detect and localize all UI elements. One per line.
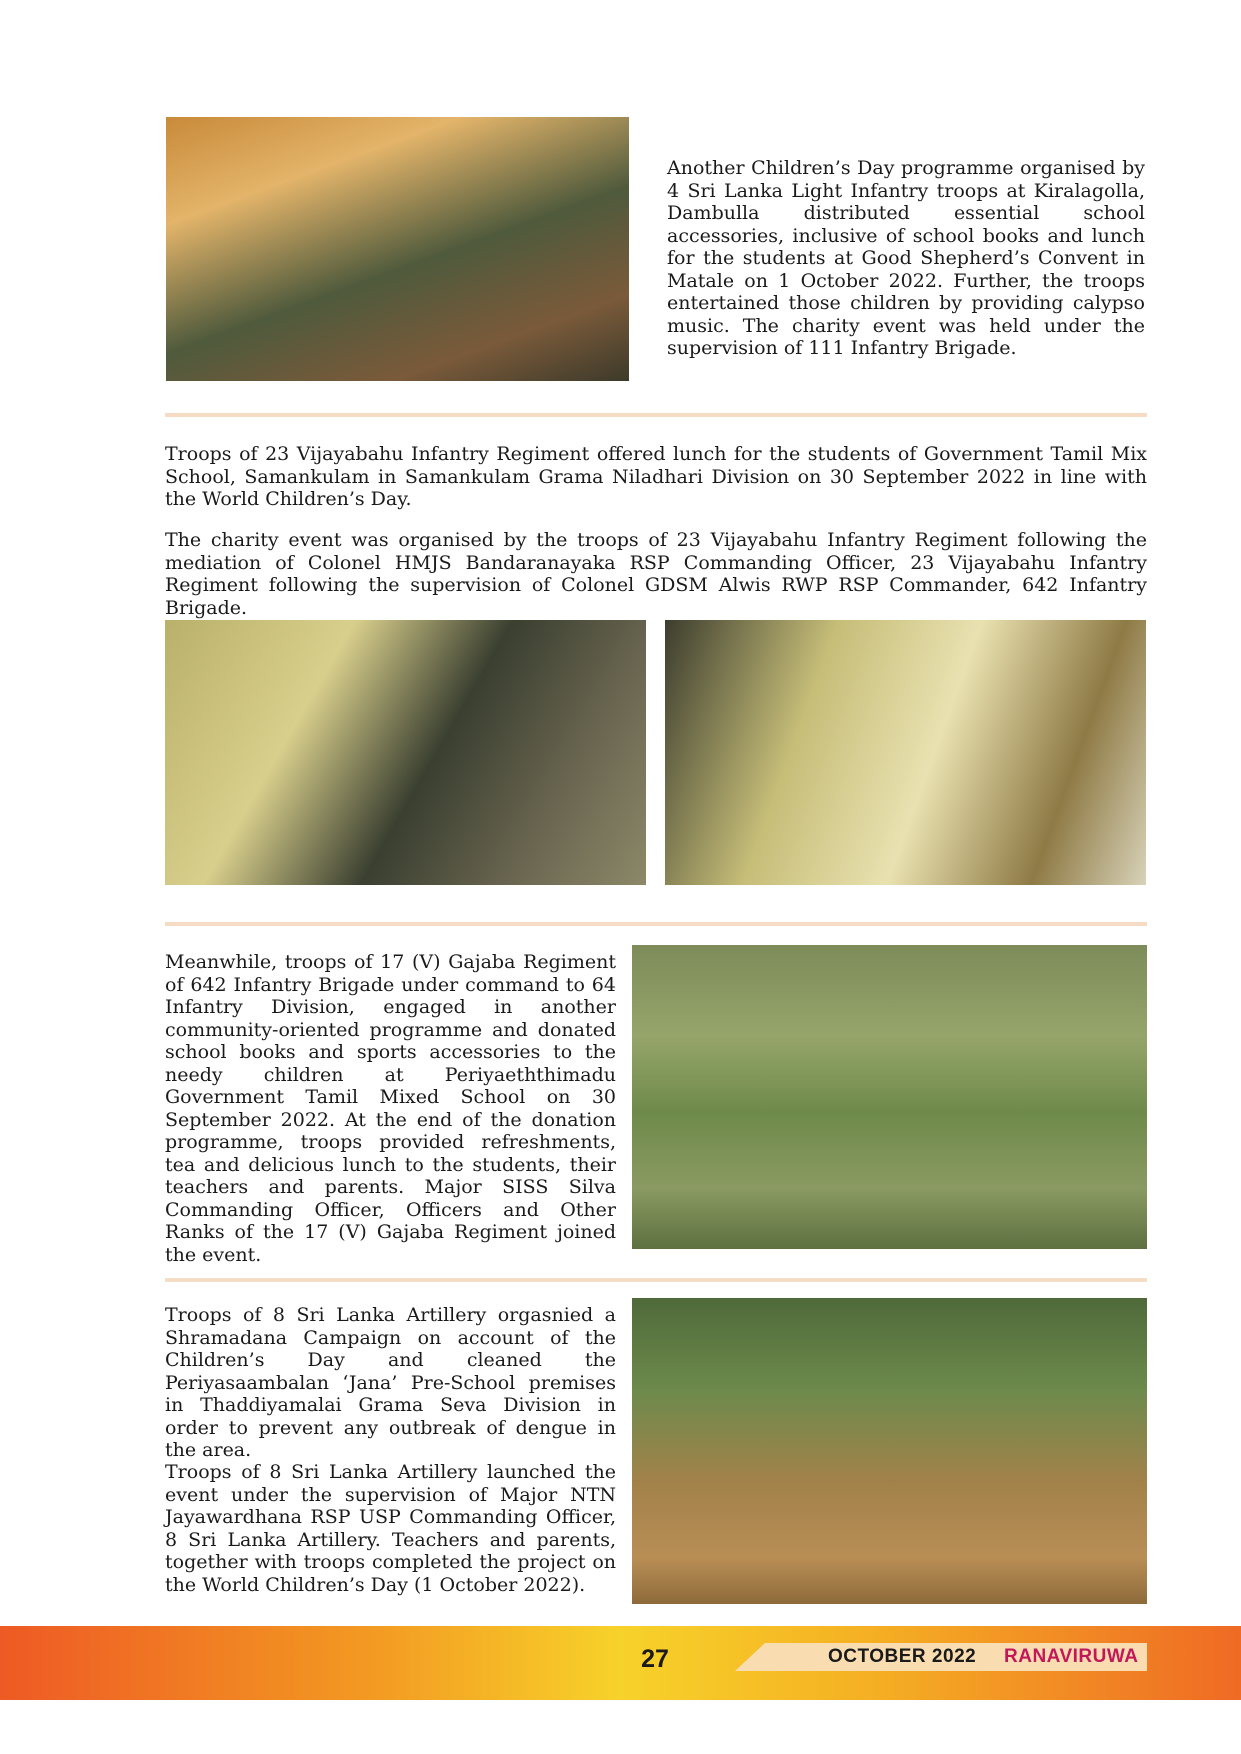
page-number: 27 [641, 1645, 669, 1673]
section-divider [165, 922, 1147, 926]
article-samankulam-para-1: Troops of 23 Vijayabahu Infantry Regiment offered lunch for the students of Government Tamil Mix School, Samankulam in Samankulam Grama Niladhari Division on 30 September 2022 in line with the World Children’s Day. [165, 443, 1147, 510]
magazine-name: RANAVIRUWA [1004, 1646, 1139, 1667]
article-thaddiyamalai-para-1: Troops of 8 Sri Lanka Artillery orgasnied a Shramadana Campaign on account of the Children’s Day and cleaned the Periyasaambalan ‘Jana’ Pre-School premises in Thaddiyamalai Grama Seva Division in order to prevent any outbreak of dengue in the area. [165, 1304, 616, 1461]
article-periyaeththimadu-text: Meanwhile, troops of 17 (V) Gajaba Regiment of 642 Infantry Brigade under command to 64 Infantry Division, engaged in another community-oriented programme and donated school books and sports accessories to the needy children at Periyaeththimadu Government Tamil Mixed School on 30 September 2022. At the end of the donation programme, troops provided refreshments, tea and delicious lunch to the students, their teachers and parents. Major SISS Silva Commanding Officer, Officers and Other Ranks of the 17 (V) Gajaba Regiment joined the event. [165, 951, 616, 1266]
photo-samankulam-lunch-right [665, 620, 1146, 885]
section-divider [165, 1278, 1147, 1282]
photo-samankulam-lunch-left [165, 620, 646, 885]
article-thaddiyamalai-para-2: Troops of 8 Sri Lanka Artillery launched the event under the supervision of Major NTN Jayawardhana RSP USP Commanding Officer, 8 Sri Lanka Artillery. Teachers and parents, together with troops completed the project on the World Children’s Day (1 October 2022). [165, 1461, 616, 1596]
photo-kiralagolla-distribution [166, 117, 629, 381]
article-samankulam-para-2: The charity event was organised by the troops of 23 Vijayabahu Infantry Regiment following the mediation of Colonel HMJS Bandaranayaka RSP Commanding Officer, 23 Vijayabahu Infantry Regiment following the supervision of Colonel GDSM Alwis RWP RSP Commander, 642 Infantry Brigade. [165, 529, 1147, 619]
section-divider [165, 413, 1147, 417]
photo-periyaeththimadu-children [632, 945, 1147, 1249]
issue-date: OCTOBER 2022 [828, 1646, 977, 1667]
photo-thaddiyamalai-preschool [632, 1298, 1147, 1604]
article-kiralagolla-text: Another Children’s Day programme organised by 4 Sri Lanka Light Infantry troops at Kiralagolla, Dambulla distributed essential school accessories, inclusive of school books and lunch for the students at Good Shepherd’s Convent in Matale on 1 October 2022. Further, the troops entertained those children by providing calypso music. The charity event was held under the supervision of 111 Infantry Brigade. [667, 157, 1145, 359]
